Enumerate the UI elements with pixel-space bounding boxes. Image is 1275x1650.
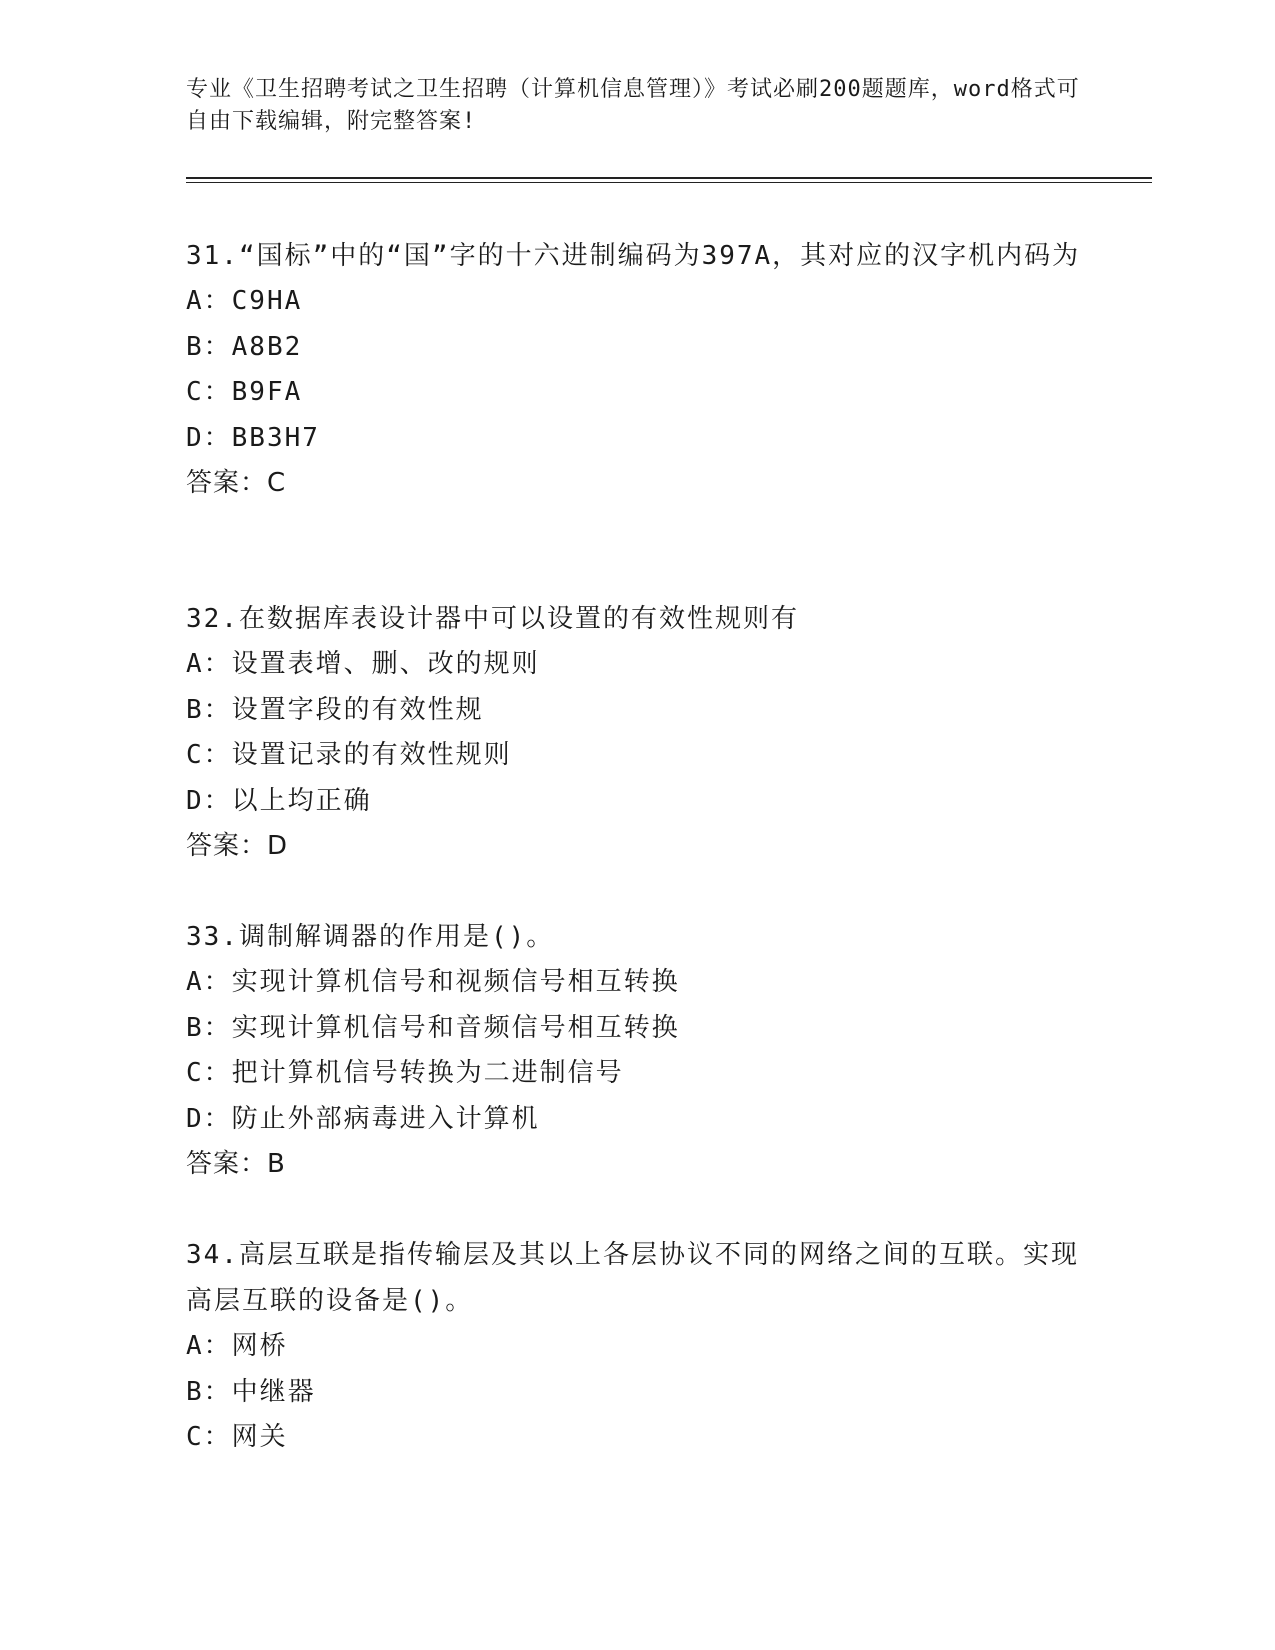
question-stem: 31.“国标”中的“国”字的十六进制编码为397A，其对应的汉字机内码为 [186, 241, 1081, 271]
question-stem: 34.高层互联是指传输层及其以上各层协议不同的网络之间的互联。实现高层互联的设备是()。 [186, 1240, 1079, 1316]
document-header: 专业《卫生招聘考试之卫生招聘（计算机信息管理）》考试必刷200题题库，word格式可自由下载编辑，附完整答案! [186, 77, 1080, 134]
answer-label: 答案：D [186, 831, 289, 861]
header-divider-thin [186, 182, 1152, 183]
option-b: B：中继器 [186, 1376, 316, 1407]
answer-label: 答案：B [186, 1149, 286, 1179]
question-stem: 33.调制解调器的作用是()。 [186, 922, 555, 952]
option-c: C：B9FA [186, 377, 303, 407]
option-b: B：A8B2 [186, 331, 303, 362]
question-stem: 32.在数据库表设计器中可以设置的有效性规则有 [186, 604, 799, 634]
option-c: C：网关 [186, 1422, 288, 1452]
question-32 [186, 596, 1086, 869]
option-a: A：C9HA [186, 286, 303, 316]
option-a: A：实现计算机信号和视频信号相互转换 [186, 967, 680, 997]
question-33 [186, 914, 1086, 1187]
option-b: B：实现计算机信号和音频信号相互转换 [186, 1012, 680, 1043]
option-c: C：设置记录的有效性规则 [186, 740, 512, 770]
question-31 [186, 233, 1086, 506]
header-divider-thick [186, 177, 1152, 179]
option-c: C：把计算机信号转换为二进制信号 [186, 1058, 624, 1088]
option-d: D：BB3H7 [186, 422, 320, 453]
option-a: A：设置表增、删、改的规则 [186, 649, 540, 679]
option-b: B：设置字段的有效性规 [186, 694, 484, 725]
question-34 [186, 1232, 1086, 1461]
option-d: D：防止外部病毒进入计算机 [186, 1103, 540, 1134]
answer-label: 答案：C [186, 468, 287, 498]
option-d: D：以上均正确 [186, 785, 372, 816]
option-a: A：网桥 [186, 1331, 288, 1361]
